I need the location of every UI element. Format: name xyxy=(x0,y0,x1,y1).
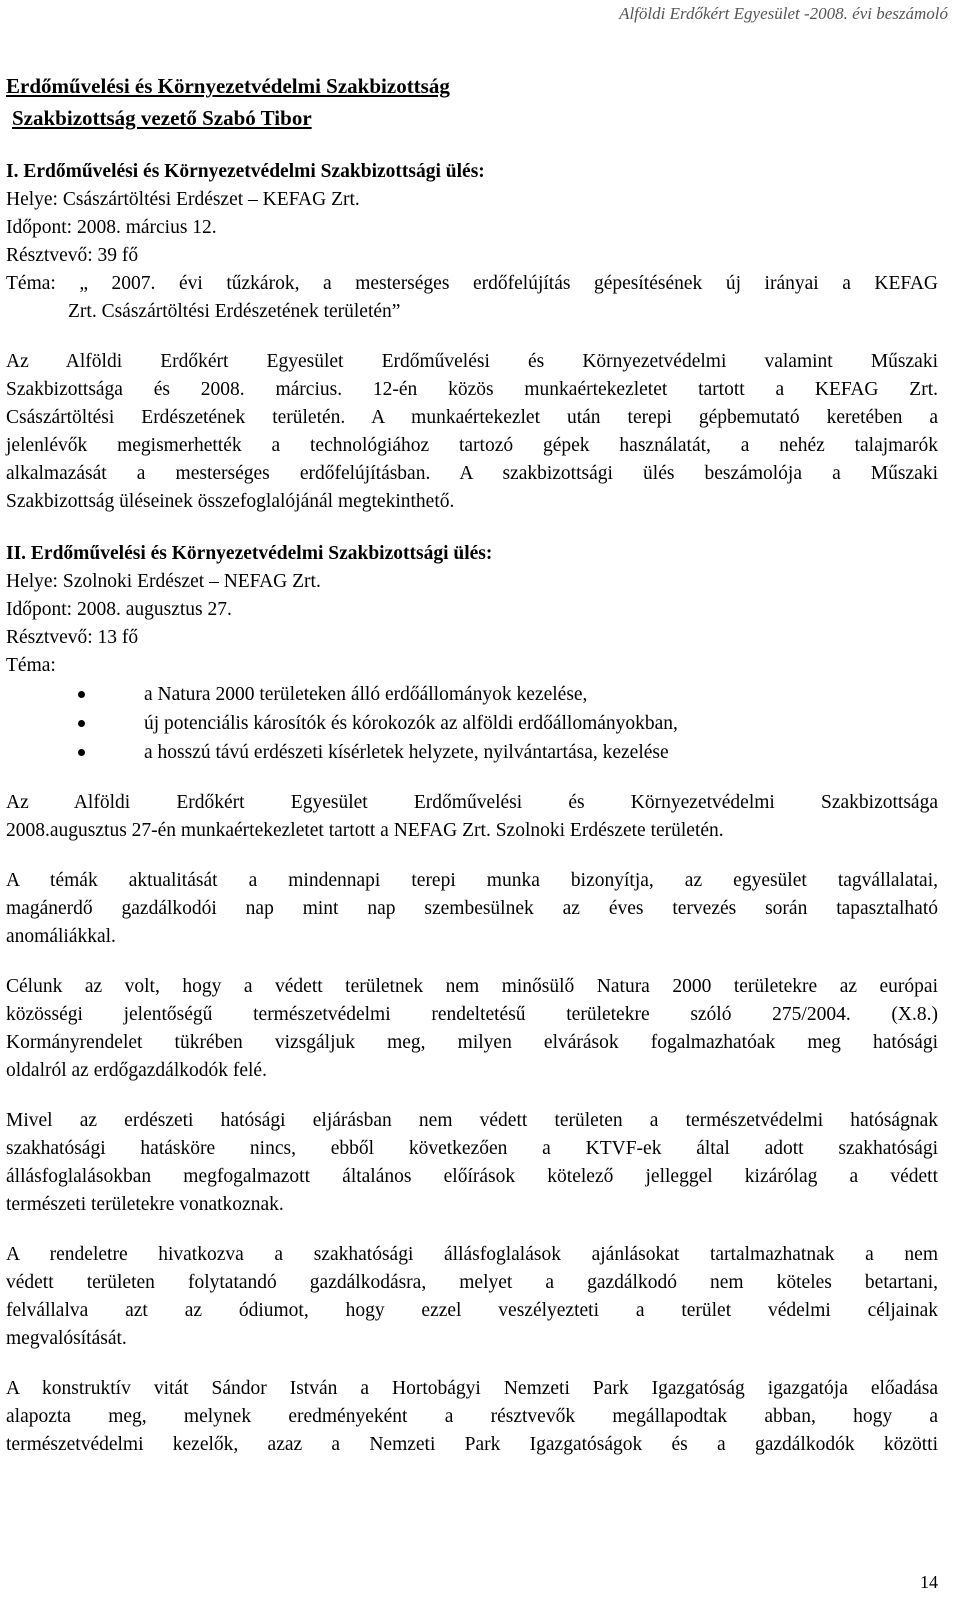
meeting-1-paragraph xyxy=(6,348,938,516)
paragraph-line: természetvédelmi kezelők, azaz a Nemzeti Park Igazgatóságok és a gazdálkodók közötti xyxy=(6,1434,938,1455)
meeting-1 xyxy=(6,158,938,516)
meeting-1-participants: Résztvevő: 39 fő xyxy=(6,245,139,266)
list-item: új potenciális károsítók és kórokozók az alföldi erdőállományokban, xyxy=(6,709,938,738)
page-number: 14 xyxy=(920,1572,938,1592)
meeting-1-topic-line: Téma: „ 2007. évi tűzkárok, a mesterséges erdőfelújítás gépesítésének új irányai a KEFAG xyxy=(6,273,938,294)
paragraph-line: Szakbizottság üléseinek összefoglalójánál megtekinthető. xyxy=(6,491,455,512)
topic-list xyxy=(6,680,938,767)
meeting-2-paragraph xyxy=(6,789,938,845)
bullet-icon xyxy=(78,720,85,727)
paragraph-line: alkalmazását a mesterséges erdőfelújításban. A szakbizottsági ülés beszámolója a Műszaki xyxy=(6,463,938,484)
meeting-2-place: Helye: Szolnoki Erdészet – NEFAG Zrt. xyxy=(6,571,321,592)
paragraph-line: magánerdő gazdálkodói nap mint nap szembesülnek az éves tervezés során tapasztalható xyxy=(6,898,938,919)
paragraph-line: Célunk az volt, hogy a védett területnek nem minősülő Natura 2000 területekre az európai xyxy=(6,976,938,997)
paragraph-line: oldalról az erdőgazdálkodók felé. xyxy=(6,1060,267,1081)
paragraph-line: állásfoglalásokban megfogalmazott általános előírások kötelező jelleggel kizárólag a védett xyxy=(6,1166,938,1187)
meeting-2-paragraph xyxy=(6,1241,938,1353)
meeting-1-heading: I. Erdőművelési és Környezetvédelmi Szakbizottsági ülés: xyxy=(6,161,485,182)
paragraph-line: jelenlévők megismerhették a technológiához tartozó gépek használatát, a nehéz talajmarók xyxy=(6,435,938,456)
meeting-2-participants: Résztvevő: 13 fő xyxy=(6,627,139,648)
paragraph-line: anomáliákkal. xyxy=(6,926,116,947)
paragraph-line: A rendeletre hivatkozva a szakhatósági állásfoglalások ajánlásokat tartalmazhatnak a nem xyxy=(6,1244,938,1265)
paragraph-line: Az Alföldi Erdőkért Egyesület Erdőművelési és Környezetvédelmi Szakbizottsága xyxy=(6,792,938,813)
paragraph-line: 2008.augusztus 27-én munkaértekezletet tartott a NEFAG Zrt. Szolnoki Erdészete területén. xyxy=(6,820,724,841)
paragraph-line: Kormányrendelet tükrében vizsgáljuk meg, milyen elvárások fogalmazhatóak meg hatósági xyxy=(6,1032,938,1053)
meeting-2-paragraph xyxy=(6,867,938,951)
meeting-1-place: Helye: Császártöltési Erdészet – KEFAG Zrt. xyxy=(6,189,360,210)
section-subtitle: Szakbizottság vezető Szabó Tibor xyxy=(12,106,312,130)
paragraph-line: szakhatósági hatásköre nincs, ebből következően a KTVF-ek által adott szakhatósági xyxy=(6,1138,938,1159)
meeting-2-paragraph xyxy=(6,973,938,1085)
paragraph-line: megvalósítását. xyxy=(6,1328,127,1349)
paragraph-line: Szakbizottsága és 2008. március. 12-én közös munkaértekezletet tartott a KEFAG Zrt. xyxy=(6,379,938,400)
list-item: a Natura 2000 területeken álló erdőállományok kezelése, xyxy=(6,680,938,709)
meeting-1-topic-line: Zrt. Császártöltési Erdészetének területén” xyxy=(68,301,401,322)
paragraph-line: A konstruktív vitát Sándor István a Hortobágyi Nemzeti Park Igazgatóság igazgatója előadása xyxy=(6,1378,938,1399)
paragraph-line: védett területen folytatandó gazdálkodásra, melyet a gazdálkodó nem köteles betartani, xyxy=(6,1272,938,1293)
paragraph-line: természeti területekre vonatkoznak. xyxy=(6,1194,284,1215)
meeting-2-paragraph xyxy=(6,1107,938,1219)
paragraph-line: A témák aktualitását a mindennapi terepi munka bizonyítja, az egyesület tagvállalatai, xyxy=(6,870,938,891)
paragraph-line: Császártöltési Erdészetének területén. A munkaértekezlet után terepi gépbemutató keretében a xyxy=(6,407,938,428)
meeting-2-paragraph xyxy=(6,1375,938,1459)
list-item: a hosszú távú erdészeti kísérletek helyzete, nyilvántartása, kezelése xyxy=(6,738,938,767)
bullet-icon xyxy=(78,691,85,698)
meeting-2-topic-label: Téma: xyxy=(6,655,56,676)
meeting-2-date: Időpont: 2008. augusztus 27. xyxy=(6,599,232,620)
meeting-1-date: Időpont: 2008. március 12. xyxy=(6,217,217,238)
paragraph-line: felvállalva azt az ódiumot, hogy ezzel veszélyezteti a terület védelmi céljainak xyxy=(6,1300,938,1321)
bullet-icon xyxy=(78,749,85,756)
paragraph-line: közösségi jelentőségű természetvédelmi rendeltetésű területekre szóló 275/2004. (X.8.) xyxy=(6,1004,938,1025)
paragraph-line: Az Alföldi Erdőkért Egyesület Erdőművelési és Környezetvédelmi valamint Műszaki xyxy=(6,351,938,372)
section-title: Erdőművelési és Környezetvédelmi Szakbizottság xyxy=(6,74,450,98)
meeting-2-heading: II. Erdőművelési és Környezetvédelmi Szakbizottsági ülés: xyxy=(6,543,493,564)
running-header: Alföldi Erdőkért Egyesület -2008. évi beszámoló xyxy=(619,4,948,23)
paragraph-line: Mivel az erdészeti hatósági eljárásban nem védett területen a természetvédelmi hatóságnak xyxy=(6,1110,938,1131)
paragraph-line: alapozta meg, melynek eredményeként a résztvevők megállapodtak abban, hogy a xyxy=(6,1406,938,1427)
meeting-2 xyxy=(6,540,938,1459)
document-body xyxy=(6,70,938,1459)
